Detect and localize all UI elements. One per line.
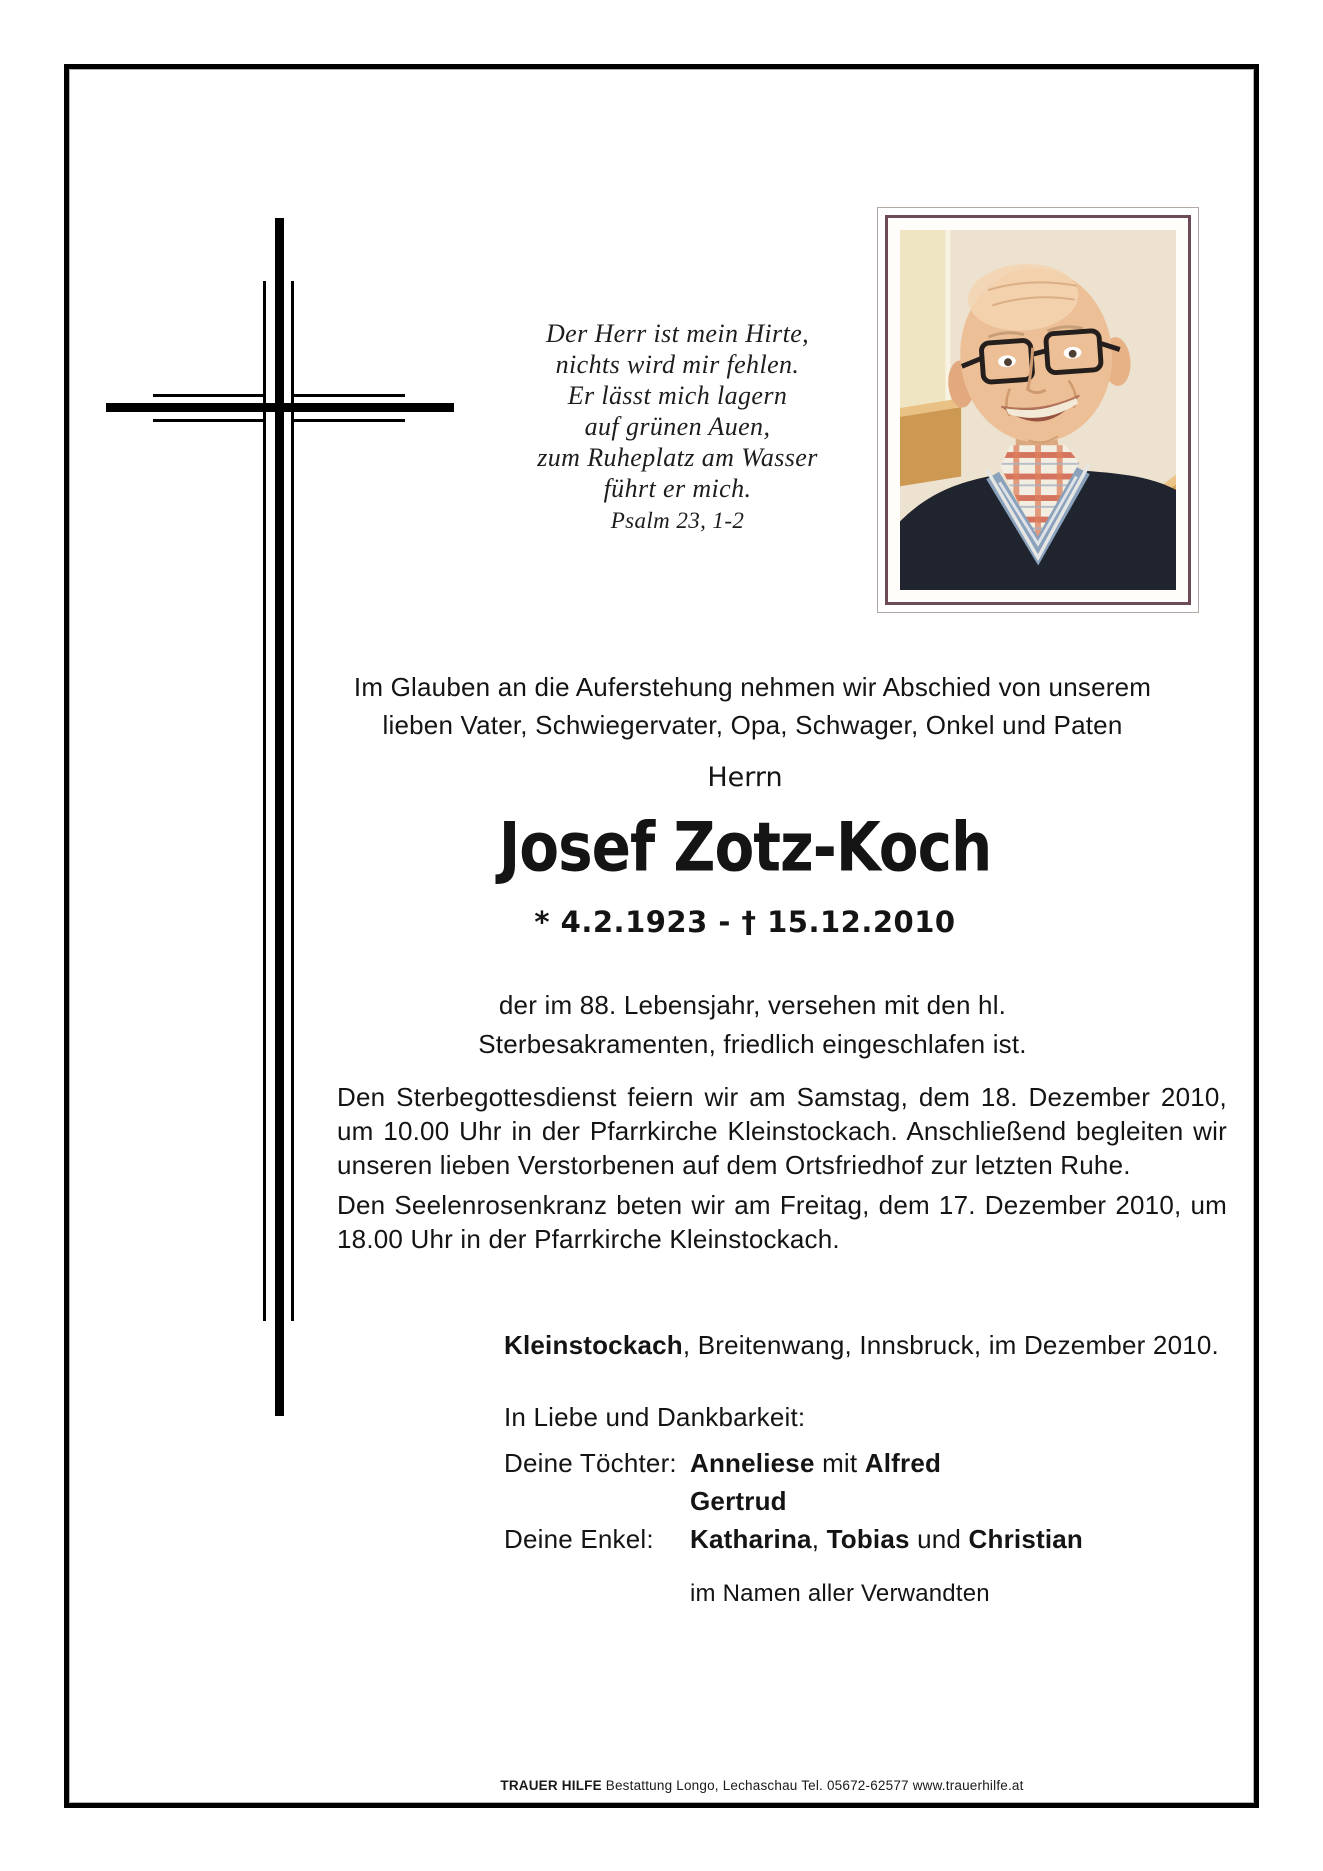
funeral-home-brand: TRAUER HILFE [500, 1778, 602, 1793]
psalm-line: nichts wird mir fehlen. [555, 350, 800, 379]
daughters-row [504, 1444, 1083, 1482]
portrait-photo-mat [885, 215, 1191, 605]
place-date-line [504, 1330, 1219, 1361]
life-dates: * 4.2.1923 - † 15.12.2010 [534, 905, 956, 939]
death-circumstances-line-2: Sterbesakramenten, friedlich eingeschlafen ist. [478, 1029, 1027, 1059]
grandchildren-label: Deine Enkel: [504, 1524, 654, 1554]
cross-thin-horizontal-bottom-right [292, 419, 405, 422]
funeral-home-info: Bestattung Longo, Lechaschau Tel. 05672-62577 www.trauerhilfe.at [605, 1778, 1024, 1793]
portrait-photo-frame [877, 207, 1199, 613]
cross-thin-vertical-right [291, 281, 294, 1321]
daughters-names [690, 1444, 941, 1482]
daughter2-row [504, 1482, 1083, 1520]
psalm-line: Er lässt mich lagern [567, 381, 788, 410]
cross-thick-vertical [275, 218, 284, 1416]
cross-thin-horizontal-top-left [153, 394, 264, 397]
portrait-photo [900, 230, 1176, 590]
place-date-rest: , Breitenwang, Innsbruck, im Dezember 2010. [682, 1330, 1219, 1360]
gratitude-line: In Liebe und Dankbarkeit: [504, 1402, 806, 1432]
separator-comma: , [811, 1524, 820, 1554]
psalm-line: Der Herr ist mein Hirte, [545, 319, 810, 348]
psalm-line: führt er mich. [603, 474, 752, 503]
place-name: Kleinstockach [504, 1330, 683, 1360]
empty-label [504, 1482, 690, 1520]
cross-thin-vertical-left [263, 281, 266, 1321]
cross-thin-horizontal-bottom-left [153, 419, 264, 422]
death-circumstances-line-1: der im 88. Lebensjahr, versehen mit den hl. [498, 990, 1007, 1020]
grandchild-name: Tobias [826, 1524, 910, 1554]
psalm-line: zum Ruheplatz am Wasser [537, 443, 818, 472]
family-list [504, 1444, 1083, 1558]
son-in-law-name: Alfred [864, 1448, 942, 1478]
grandchild-name: Christian [968, 1524, 1084, 1554]
cross-thick-horizontal [106, 403, 454, 412]
psalm-line: auf grünen Auen, [584, 412, 771, 441]
on-behalf-line: im Namen aller Verwandten [690, 1580, 990, 1607]
intro-line-2: lieben Vater, Schwiegervater, Opa, Schwager, Onkel und Paten [382, 710, 1123, 740]
footer-funeral-home [300, 1778, 1224, 1793]
connector-mit: mit [822, 1448, 858, 1478]
daughters-label: Deine Töchter: [504, 1448, 677, 1478]
funeral-service-paragraph: Den Sterbegottesdienst feiern wir am Samstag, dem 18. Dezember 2010, um 10.00 Uhr in der Pfarrkirche Kleinstockach. Anschließend begleiten wir unseren lieben Verstorbenen auf dem Ortsfriedhof zur letzten Ruhe. [337, 1082, 1227, 1180]
grandchildren-names [690, 1520, 1083, 1558]
psalm-verse [470, 318, 885, 536]
intro-text [305, 668, 1200, 744]
daughter-name: Gertrud [690, 1486, 787, 1516]
salutation: Herrn [707, 762, 783, 793]
death-circumstances [305, 986, 1200, 1064]
grandchild-name: Katharina [690, 1524, 812, 1554]
intro-line-1: Im Glauben an die Auferstehung nehmen wir Abschied von unserem [353, 672, 1152, 702]
psalm-reference: Psalm 23, 1-2 [610, 508, 745, 533]
connector-und: und [917, 1524, 962, 1554]
rosary-paragraph: Den Seelenrosenkranz beten wir am Freitag, dem 17. Dezember 2010, um 18.00 Uhr in der Pfarrkirche Kleinstockach. [337, 1190, 1227, 1254]
cross-thin-horizontal-top-right [292, 394, 405, 397]
deceased-name: Josef Zotz-Koch [498, 808, 992, 887]
grandchildren-row [504, 1520, 1083, 1558]
service-details [337, 1080, 1227, 1256]
daughter-name: Anneliese [690, 1448, 815, 1478]
